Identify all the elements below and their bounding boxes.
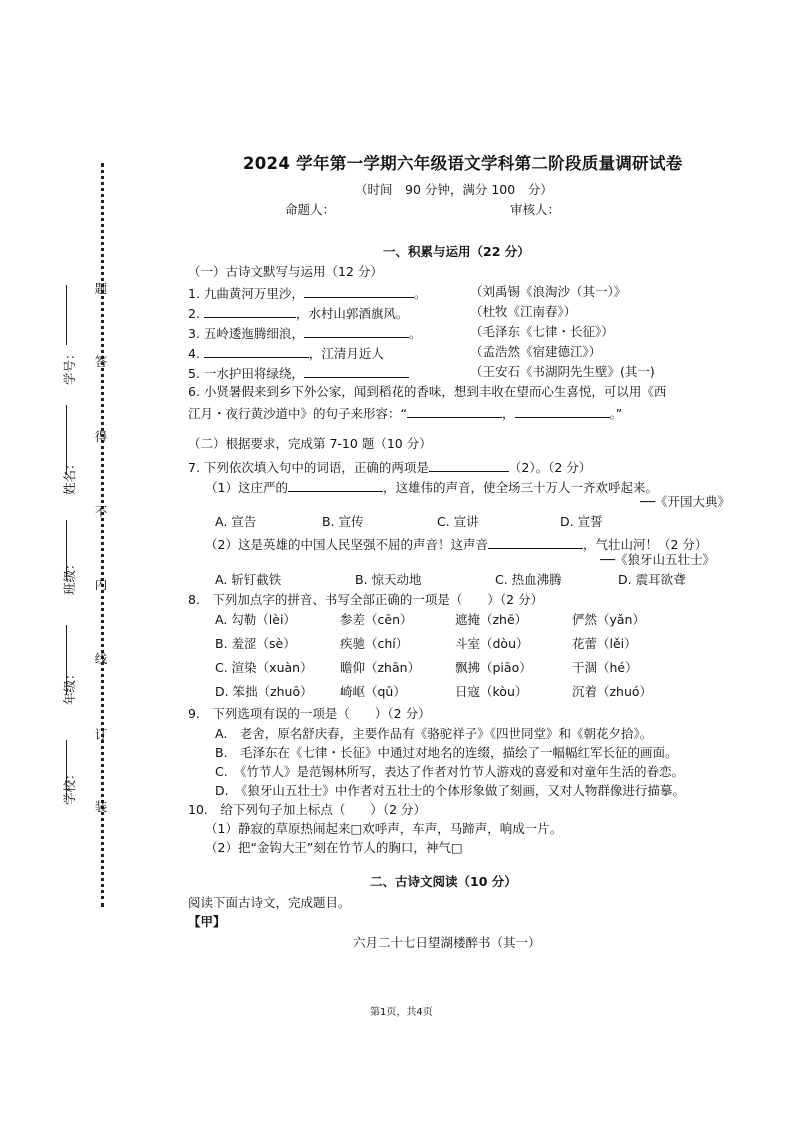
- q9-stem: 9. 下列选项有误的一项是（ ）（2 分）: [188, 706, 431, 721]
- q1-blank[interactable]: [304, 284, 414, 298]
- q8-d2: 崎岖（qū）: [340, 684, 406, 699]
- q8-b4: 花蕾（lěi）: [572, 636, 637, 651]
- section2-intro: 阅读下面古诗文，完成题目。: [188, 895, 351, 910]
- q7-s2-source: ──《狼牙山五壮士》: [600, 552, 716, 567]
- student-id-label: 学号：: [62, 347, 77, 385]
- q2-blank[interactable]: [204, 304, 296, 318]
- q5-source: （王安石《书湖阴先生壁》(其一): [470, 364, 655, 379]
- binding-char-ti: 题: [94, 281, 108, 296]
- q7-stem: 7. 下列依次填入句中的词语，正确的两项是 （2）。（2 分）: [188, 460, 592, 475]
- q4-blank[interactable]: [204, 344, 309, 358]
- grade-blank[interactable]: [66, 625, 67, 695]
- school-blank[interactable]: [66, 740, 67, 800]
- binding-char-zhuang: 装: [94, 799, 108, 814]
- q1-source: （刘禹锡《浪淘沙（其一）》: [470, 284, 627, 299]
- q6-line1: 6. 小贤暑假来到乡下外公家，闻到稻花的香味，想到丰收在望而心生喜悦，可以用《西: [188, 384, 667, 399]
- exam-time: （时间 90 分钟，满分 100 分）: [355, 182, 553, 197]
- part2-heading: （二）根据要求，完成第 7-10 题（10 分）: [188, 436, 432, 451]
- q8-c3: 飘拂（piāo）: [455, 660, 532, 675]
- class-blank[interactable]: [66, 520, 67, 580]
- q8-c2: 瞻仰（zhān）: [340, 660, 421, 675]
- q3-blank[interactable]: [304, 324, 409, 338]
- q8-b1[interactable]: B. 羞涩（sè）: [215, 636, 296, 651]
- author-label: 命题人：: [285, 202, 336, 217]
- q7-opt1-b[interactable]: B. 宣传: [322, 514, 364, 529]
- binding-char-ding: 订: [94, 727, 108, 742]
- q10-line1: （1）静寂的草原热闹起来□欢呼声，车声，马蹄声，响成一片。: [205, 821, 563, 836]
- q7-s1-blank[interactable]: [288, 478, 383, 492]
- binding-char-de: 得: [94, 429, 108, 444]
- q5-blank[interactable]: [304, 364, 409, 378]
- q8-d3: 日寇（kòu）: [455, 684, 528, 699]
- exam-title: 2024 学年第一学期六年级语文学科第二阶段质量调研试卷: [243, 154, 683, 173]
- q7-s2-blank[interactable]: [488, 535, 583, 549]
- q9-opt-d[interactable]: D. 《狼牙山五壮士》中作者对五壮士的个体形象做了刻画，又对人物群像进行描摹。: [215, 783, 685, 798]
- binding-char-bu: 不: [94, 504, 108, 519]
- q8-c4: 干涸（hé）: [572, 660, 638, 675]
- binding-char-da: 答: [94, 354, 108, 369]
- q8-b2: 疾驰（chí）: [340, 636, 409, 651]
- school-label: 学校：: [62, 767, 77, 805]
- q9-opt-b[interactable]: B. 毛泽东在《七律・长征》中通过对地名的连缀，描绘了一幅幅红军长征的画面。: [215, 745, 678, 760]
- class-label: 班级：: [62, 557, 77, 595]
- reviewer-label: 审核人：: [510, 202, 561, 217]
- q6-line2: 江月・夜行黄沙道中》的句子来形容：“ ， 。”: [188, 406, 623, 421]
- q8-a4: 俨然（yǎn）: [572, 612, 645, 627]
- q10-stem: 10. 给下列句子加上标点（ ）（2 分）: [188, 802, 427, 817]
- q7-opt2-d[interactable]: D. 震耳欲聋: [618, 572, 686, 587]
- q7-opt1-d[interactable]: D. 宣誓: [560, 514, 603, 529]
- binding-dotted-line: [101, 163, 104, 907]
- q4-source: （孟浩然《宿建德江》）: [470, 344, 602, 359]
- page-number: 第1页，共4页: [370, 1007, 433, 1018]
- q7-s2: （2）这是英雄的中国人民坚强不屈的声音！这声音 ，气壮山河！（2 分）: [205, 537, 708, 552]
- binding-char-nei: 内: [94, 577, 108, 592]
- poem-title: 六月二十七日望湖楼醉书（其一）: [353, 935, 541, 950]
- q2-source: （杜牧《江南春》）: [470, 304, 577, 319]
- q8-b3: 斗室（dòu）: [455, 636, 529, 651]
- part1-heading: （一）古诗文默写与运用（12 分）: [188, 264, 383, 279]
- q8-stem: 8. 下列加点字的拼音、书写全部正确的一项是（ ）（2 分）: [188, 592, 544, 607]
- q7-s1: （1）这庄严的 ，这雄伟的声音，使全场三十万人一齐欢呼起来。: [205, 480, 658, 495]
- q2-line: 2. ，水村山郭酒旗风。: [188, 306, 409, 321]
- q8-a3: 遮掩（zhē）: [455, 612, 528, 627]
- q7-opt1-a[interactable]: A. 宣告: [215, 514, 257, 529]
- section1-heading: 一、积累与运用（22 分）: [383, 244, 530, 259]
- q8-c1[interactable]: C. 渲染（xuàn）: [215, 660, 313, 675]
- q10-line2: （2）把“金钩大王”刻在竹节人的胸口，神气□: [205, 840, 463, 855]
- q7-opt2-a[interactable]: A. 斩钉截铁: [215, 572, 282, 587]
- q7-s1-source: ──《开国大典》: [640, 494, 731, 509]
- name-label: 姓名：: [62, 457, 77, 495]
- q3-source: （毛泽东《七律・长征》）: [470, 324, 614, 339]
- name-blank[interactable]: [66, 405, 67, 475]
- grade-label: 年级：: [62, 667, 77, 705]
- q8-d4: 沉着（zhuó）: [572, 684, 653, 699]
- q7-blank[interactable]: [429, 458, 509, 472]
- q9-opt-a[interactable]: A. 老舍，原名舒庆春，主要作品有《骆驼祥子》《四世同堂》和《朝花夕拾》。: [215, 726, 653, 741]
- q7-opt1-c[interactable]: C. 宣讲: [437, 514, 479, 529]
- section2-tag: 【甲】: [188, 914, 226, 929]
- q8-d1[interactable]: D. 笨拙（zhuō）: [215, 684, 313, 699]
- q8-a1[interactable]: A. 勾勒（lèi）: [215, 612, 296, 627]
- q5-line: 5. 一水护田将绿绕，: [188, 364, 409, 382]
- q1-line: 1. 九曲黄河万里沙， 。: [188, 286, 427, 301]
- section2-heading: 二、古诗文阅读（10 分）: [370, 874, 517, 889]
- q6-blank-2[interactable]: [515, 404, 610, 418]
- binding-char-xian: 线: [94, 651, 108, 666]
- q9-opt-c[interactable]: C. 《竹节人》是范锡林所写，表达了作者对竹节人游戏的喜爱和对童年生活的眷恋。: [215, 764, 684, 779]
- q7-opt2-c[interactable]: C. 热血沸腾: [495, 572, 562, 587]
- q6-blank-1[interactable]: [407, 404, 502, 418]
- q8-a2: 参差（cēn）: [340, 612, 413, 627]
- q4-line: 4. ，江清月近人: [188, 346, 384, 361]
- student-id-blank[interactable]: [66, 285, 67, 345]
- q3-line: 3. 五岭逶迤腾细浪， 。: [188, 326, 422, 341]
- q7-opt2-b[interactable]: B. 惊天动地: [355, 572, 422, 587]
